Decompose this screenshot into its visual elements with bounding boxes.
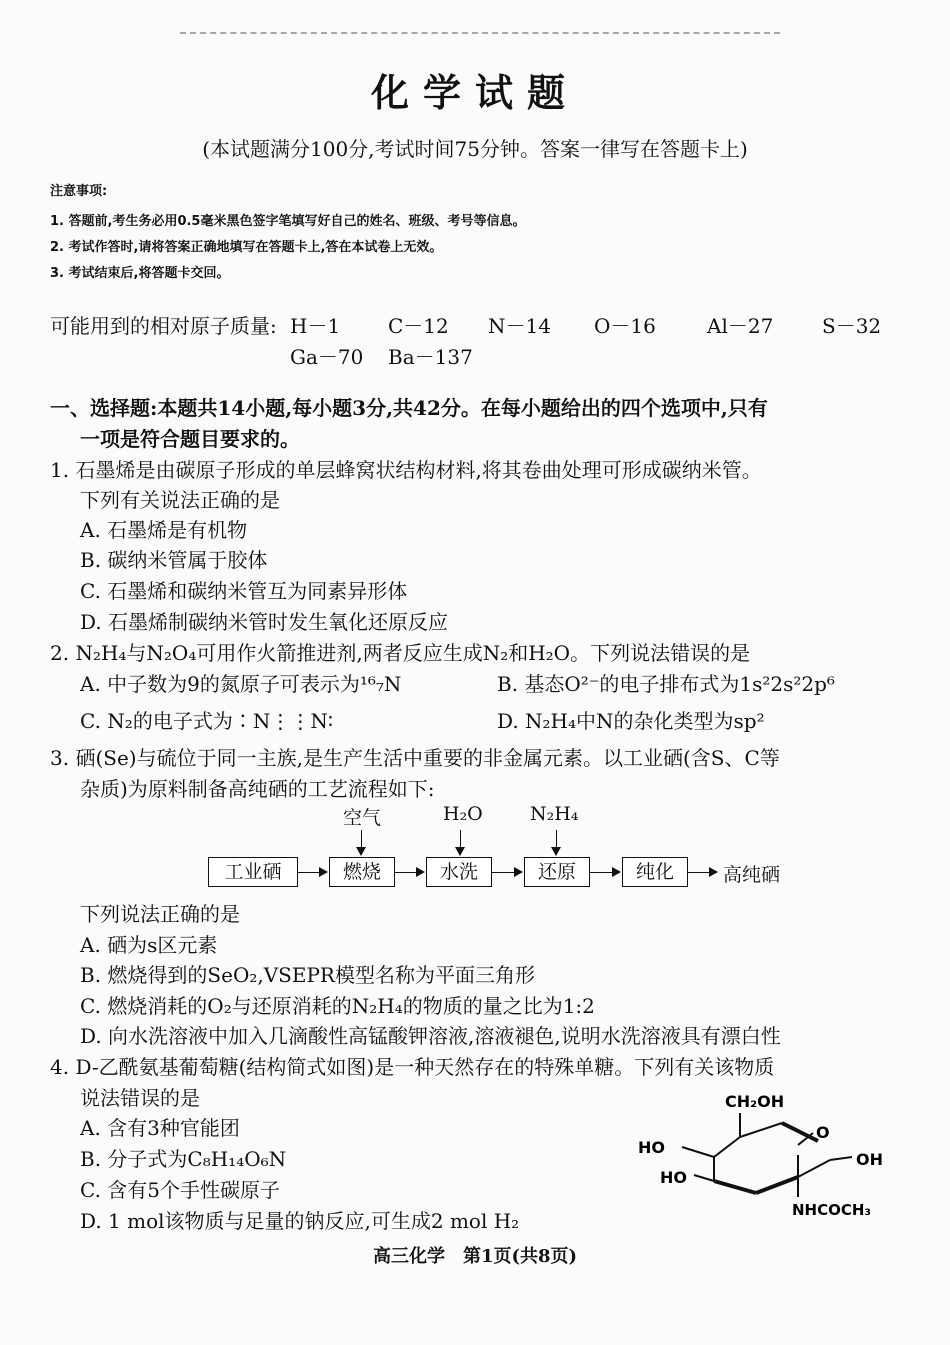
label-oh: OH bbox=[856, 1150, 883, 1169]
label-ch2oh: CH₂OH bbox=[725, 1092, 785, 1111]
label-ho-2: HO bbox=[660, 1168, 687, 1187]
flow-step-burning: 燃烧 bbox=[329, 857, 395, 887]
atomic-mass-item: S－32 bbox=[822, 314, 882, 338]
flow-product: 高纯硒 bbox=[723, 864, 781, 886]
section-heading: 一、选择题:本题共14小题,每小题3分,共42分。在每小题给出的四个选项中,只有 bbox=[50, 396, 768, 420]
atomic-mass-item: Al－27 bbox=[707, 314, 774, 338]
q2-option-a: A. 中子数为9的氮原子可表示为¹⁶₇N bbox=[80, 672, 402, 696]
flow-arrow bbox=[298, 872, 326, 873]
q1-stem-cont: 下列有关说法正确的是 bbox=[80, 488, 280, 512]
header-scan-line bbox=[180, 32, 780, 40]
exam-instructions: (本试题满分100分,考试时间75分钟。答案一律写在答题卡上) bbox=[202, 137, 748, 161]
section-heading-cont: 一项是符合题目要求的。 bbox=[80, 427, 300, 451]
q3-stem: 3. 硒(Se)与硫位于同一主族,是生产生活中重要的非金属元素。以工业硒(含S、C等 bbox=[50, 746, 780, 770]
label-ho-1: HO bbox=[638, 1138, 665, 1157]
q4-option-b: B. 分子式为C₈H₁₄O₆N bbox=[80, 1147, 287, 1171]
q2-stem: 2. N₂H₄与N₂O₄可用作火箭推进剂,两者反应生成N₂和H₂O。下列说法错误的是 bbox=[50, 641, 751, 665]
notice-item: 2. 考试作答时,请将答案正确地填写在答题卡上,答在本试卷上无效。 bbox=[50, 240, 443, 255]
q2-option-b: B. 基态O²⁻的电子排布式为1s²2s²2p⁶ bbox=[497, 672, 835, 696]
page-footer: 高三化学 第1页(共8页) bbox=[372, 1246, 578, 1267]
flow-arrow-down bbox=[460, 830, 461, 854]
q1-option-c: C. 石墨烯和碳纳米管互为同素异形体 bbox=[80, 579, 408, 603]
q1-option-d: D. 石墨烯制碳纳米管时发生氧化还原反应 bbox=[80, 610, 449, 634]
label-ring-oxygen: O bbox=[816, 1123, 830, 1142]
q3-option-a: A. 硒为s区元素 bbox=[80, 933, 218, 957]
page-title: 化学试题 bbox=[370, 70, 579, 115]
atomic-mass-label: 可能用到的相对原子质量: bbox=[50, 314, 277, 338]
glucosamine-structure bbox=[630, 1085, 920, 1225]
flow-arrow bbox=[688, 872, 716, 873]
q1-stem: 1. 石墨烯是由碳原子形成的单层蜂窝状结构材料,将其卷曲处理可形成碳纳米管。 bbox=[50, 458, 762, 482]
q2-option-d: D. N₂H₄中N的杂化类型为sp² bbox=[497, 709, 765, 733]
q2-option-c: C. N₂的电子式为∶N⋮⋮N∶ bbox=[80, 709, 334, 733]
flow-arrow bbox=[395, 872, 423, 873]
flow-step-purification: 纯化 bbox=[622, 857, 688, 887]
flow-arrow bbox=[492, 872, 521, 873]
flow-arrow-down bbox=[361, 830, 362, 854]
atomic-mass-item: C－12 bbox=[388, 314, 449, 338]
q3-option-c: C. 燃烧消耗的O₂与还原消耗的N₂H₄的物质的量之比为1:2 bbox=[80, 994, 595, 1018]
flow-input-hydrazine: N₂H₄ bbox=[530, 803, 579, 825]
atomic-mass-item: H－1 bbox=[290, 314, 341, 338]
atomic-mass-item: Ga－70 bbox=[290, 345, 364, 369]
flow-arrow-down bbox=[556, 830, 557, 854]
atomic-mass-item: Ba－137 bbox=[388, 345, 473, 369]
q4-stem-cont: 说法错误的是 bbox=[80, 1086, 200, 1110]
flow-input-air: 空气 bbox=[343, 807, 382, 829]
atomic-mass-item: N－14 bbox=[488, 314, 551, 338]
label-nhcoch3: NHCOCH₃ bbox=[792, 1201, 871, 1219]
q4-option-d: D. 1 mol该物质与足量的钠反应,可生成2 mol H₂ bbox=[80, 1209, 520, 1233]
q3-option-b: B. 燃烧得到的SeO₂,VSEPR模型名称为平面三角形 bbox=[80, 963, 535, 987]
flow-arrow bbox=[590, 872, 619, 873]
flow-input-water: H₂O bbox=[443, 803, 483, 825]
q4-option-a: A. 含有3种官能团 bbox=[80, 1116, 240, 1140]
q4-stem: 4. D-乙酰氨基葡萄糖(结构简式如图)是一种天然存在的特殊单糖。下列有关该物质 bbox=[50, 1055, 775, 1079]
q3-stem-cont: 杂质)为原料制备高纯硒的工艺流程如下: bbox=[80, 777, 435, 801]
q3-question: 下列说法正确的是 bbox=[80, 902, 240, 926]
q3-option-d: D. 向水洗溶液中加入几滴酸性高锰酸钾溶液,溶液褪色,说明水洗溶液具有漂白性 bbox=[80, 1024, 781, 1048]
q1-option-b: B. 碳纳米管属于胶体 bbox=[80, 548, 268, 572]
q1-option-a: A. 石墨烯是有机物 bbox=[80, 518, 248, 542]
atomic-mass-item: O－16 bbox=[594, 314, 656, 338]
q4-option-c: C. 含有5个手性碳原子 bbox=[80, 1178, 281, 1202]
flow-step-washing: 水洗 bbox=[426, 857, 492, 887]
flow-step-reduction: 还原 bbox=[524, 857, 590, 887]
notice-item: 3. 考试结束后,将答题卡交回。 bbox=[50, 266, 230, 281]
flow-step-raw-selenium: 工业硒 bbox=[208, 857, 298, 887]
notice-heading: 注意事项: bbox=[50, 184, 108, 199]
notice-item: 1. 答题前,考生务必用0.5毫米黑色签字笔填写好自己的姓名、班级、考号等信息。 bbox=[50, 214, 526, 229]
